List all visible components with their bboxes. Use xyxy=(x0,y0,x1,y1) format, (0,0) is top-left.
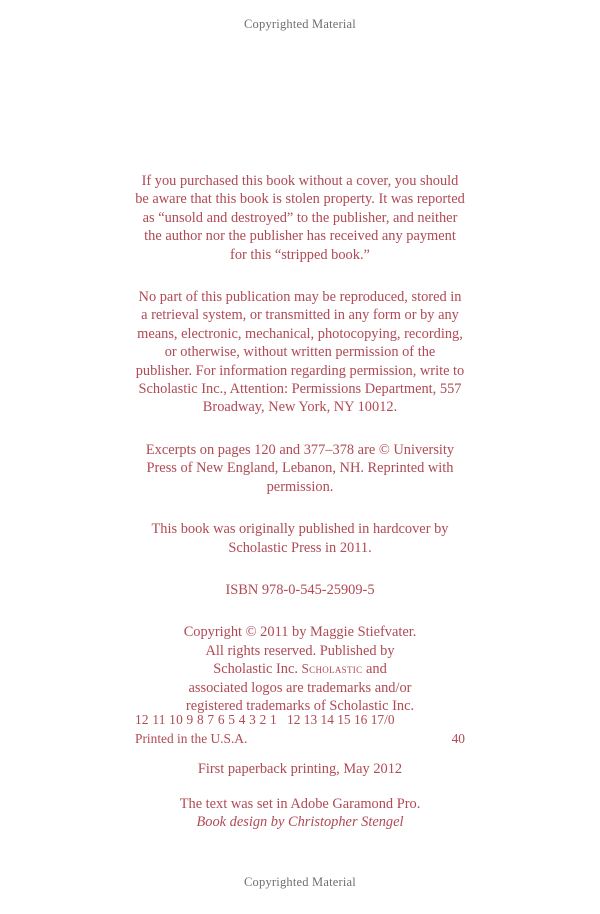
scholastic-smallcaps: Scholastic xyxy=(301,661,363,677)
stripped-book-notice: If you purchased this book without a cover, you should be aware that this book is stolen property. It was reported as “unsold and destroyed” to the publisher, and neither the author nor the publisher has received any payment for this “stripped book.” xyxy=(135,173,465,263)
watermark-bottom: Copyrighted Material xyxy=(244,875,356,889)
printed-in-row xyxy=(135,729,465,748)
printing-statement: First paperback printing, May 2012 xyxy=(197,761,403,777)
copyright-line-2: All rights reserved. Published by xyxy=(205,642,395,659)
colophon-block xyxy=(120,760,480,848)
copyright-line-3a: Scholastic Inc. xyxy=(213,661,302,678)
copyright-text-block xyxy=(135,172,465,732)
typeface-note: The text was set in Adobe Garamond Pro. xyxy=(179,795,421,812)
original-publication-note: This book was originally published in hardcover by Scholastic Press in 2011. xyxy=(151,521,449,556)
colophon xyxy=(120,795,480,832)
isbn-line: ISBN 978-0-545-25909-5 xyxy=(225,581,375,598)
printed-code: 40 xyxy=(451,731,465,746)
print-years: 12 13 14 15 16 17/0 xyxy=(287,712,395,727)
print-number-row xyxy=(135,710,465,729)
printed-in-country: Printed in the U.S.A. xyxy=(135,731,248,746)
copyright-line-5: registered trademarks of Scholastic Inc. xyxy=(185,697,415,714)
copyright-line-3c: and xyxy=(362,661,387,678)
copyright-line-4: associated logos are trademarks and/or xyxy=(188,679,412,696)
reproduction-notice: No part of this publication may be reproduced, stored in a retrieval system, or transmitted in any form or by any means, electronic, mechanical, photocopying, recording, or otherwise, without written permission of the publisher. For information regarding permission, write to Scholastic Inc., Attention: Permissions Department, 557 Broadway, New York, NY 10012. xyxy=(135,289,465,416)
copyright-line-1: Copyright © 2011 by Maggie Stiefvater. xyxy=(183,624,417,641)
print-numbers: 12 11 10 9 8 7 6 5 4 3 2 1 xyxy=(135,712,277,727)
printing-key-block xyxy=(135,710,465,748)
excerpts-notice: Excerpts on pages 120 and 377–378 are © University Press of New England, Lebanon, NH. Reprinted with permission. xyxy=(145,441,455,495)
copyright-statement xyxy=(135,623,465,715)
designer-credit: Book design by Christopher Stengel xyxy=(196,814,404,831)
watermark-top: Copyrighted Material xyxy=(244,17,356,31)
